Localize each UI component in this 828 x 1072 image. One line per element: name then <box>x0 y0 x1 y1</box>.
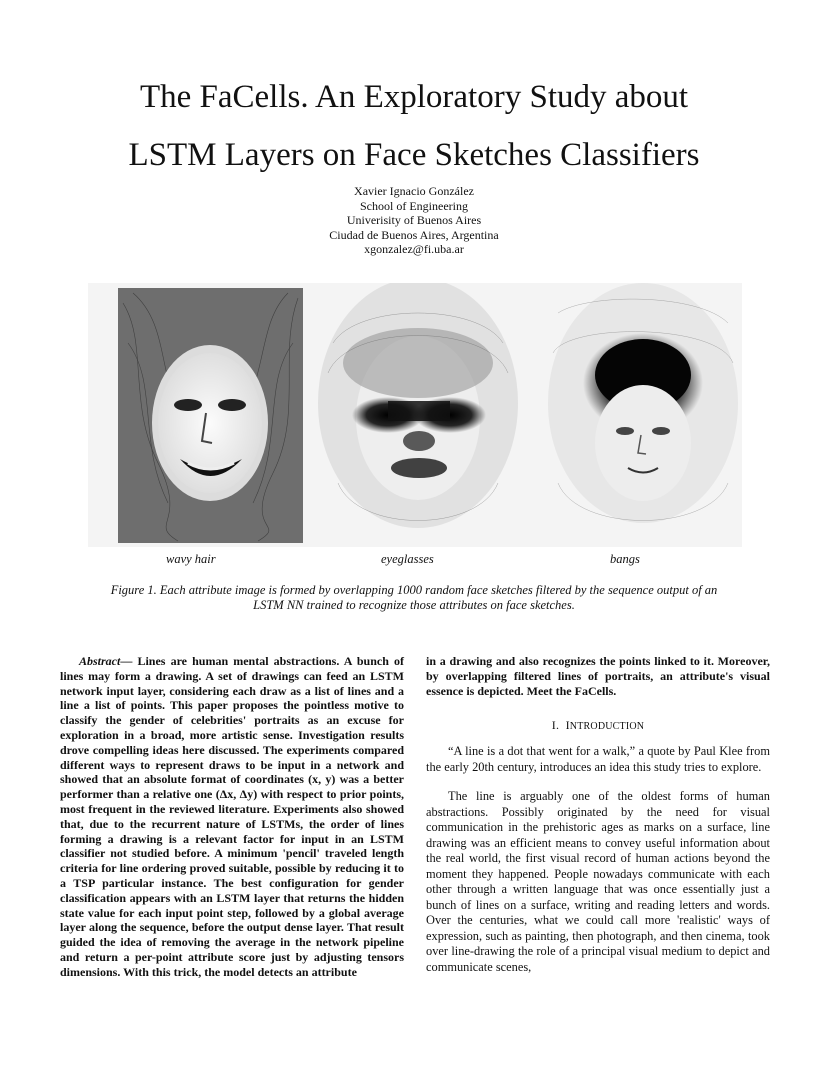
figure-subcaptions <box>0 552 828 568</box>
right-column <box>426 654 770 989</box>
section-title-rest: NTRODUCTION <box>569 721 645 733</box>
left-column <box>60 654 404 980</box>
figure-caption-line-2: LSTM NN trained to recognize those attributes on face sketches. <box>253 598 575 612</box>
wavy-hair-sketch <box>118 288 303 543</box>
author-block <box>0 184 828 257</box>
figure-caption <box>80 583 748 613</box>
eyeglasses-sketch <box>318 283 518 528</box>
subcaption-eyeglasses: eyeglasses <box>381 552 434 566</box>
abstract-continued: in a drawing and also recognizes the points linked to it. Moreover, by overlapping filtered lines of portraits, an attribute's visual essence is depicted. Meet the FaCells. <box>426 654 770 698</box>
author-city: Ciudad de Buenos Aires, Argentina <box>329 227 499 242</box>
author-university: Univerisity of Buenos Aires <box>346 213 482 227</box>
intro-paragraph-1: “A line is a dot that went for a walk,” a quote by Paul Klee from the early 20th century, introduces an idea this study tries to explore. <box>426 744 770 774</box>
bangs-sketch <box>548 283 738 523</box>
figure-caption-line-1: Figure 1. Each attribute image is formed by overlapping 1000 random face sketches filtered by the sequence output of an <box>110 583 718 597</box>
author-department: School of Engineering <box>360 198 468 213</box>
abstract-dash: — <box>120 654 133 668</box>
title-line-1: The FaCells. An Exploratory Study about <box>139 79 689 115</box>
section-heading-introduction <box>426 718 770 735</box>
abstract-label: Abstract <box>79 654 121 668</box>
abstract-text: Lines are human mental abstractions. A bunch of lines may form a drawing. A set of drawings can feed an LSTM network input layer, considering each draw as a list of lines and a line a list of points. This paper proposes the pointless motive to classify the gender of celebrities' portraits as an excuse for exploration in a broad, more artistic sense. Investigation results drove compelling ideas here discussed. The experiments compared different ways to represent draws to be input in a network and showed that an absolute format of coordinates (x, y) was a better performer than a relative one (Δx, Δy) with respect to prior points, most frequent in the reviewed literature. Experiments also showed that, due to the recurrent nature of LSTMs, the order of lines forming a drawing is a relevant factor for input in an LSTM classifier not studied before. A minimum 'pencil' traveled length criteria for line ordering proved suitable, possible by reducing it to a TSP particular instance. The best configuration for gender classification appears with an LSTM layer that returns the hidden state value for each input point step, followed by a global average layer along the sequence, before the output dense layer. That result guided the idea of removing the average in the network pipeline and return a per-point attribute score just by adjusting tensors dimensions. With this trick, the model detects an attribute <box>60 654 405 979</box>
intro-paragraph-2: The line is arguably one of the oldest forms of human abstractions. Possibly originated by the need for visual communication in the prehistoric ages as marks on a surface, line drawing was an efficient means to convey useful information about the real world, the first visual record of human actions beyond the moment they happened. People nowadays communicate with each other through a written language that was once essentially just a bunch of lines on a surface, writing and reading letters and words. Over the centuries, what we could call more 'realistic' ways of expression, such as painting, then photograph, and then cinema, took over line-drawing the role of a principal visual medium to depict and communicate scenes, <box>426 789 770 974</box>
section-first-letter: I <box>565 718 570 733</box>
subcaption-wavy-hair: wavy hair <box>166 552 216 566</box>
title-line-2: LSTM Layers on Face Sketches Classifiers <box>128 137 700 173</box>
figure-1-image <box>88 283 742 547</box>
abstract-paragraph <box>60 654 404 980</box>
author-email: xgonzalez@fi.uba.ar <box>364 242 464 256</box>
author-name: Xavier Ignacio González <box>354 184 474 198</box>
subcaption-bangs: bangs <box>610 552 640 566</box>
paper-title <box>0 68 828 184</box>
section-number: I. <box>551 718 560 733</box>
